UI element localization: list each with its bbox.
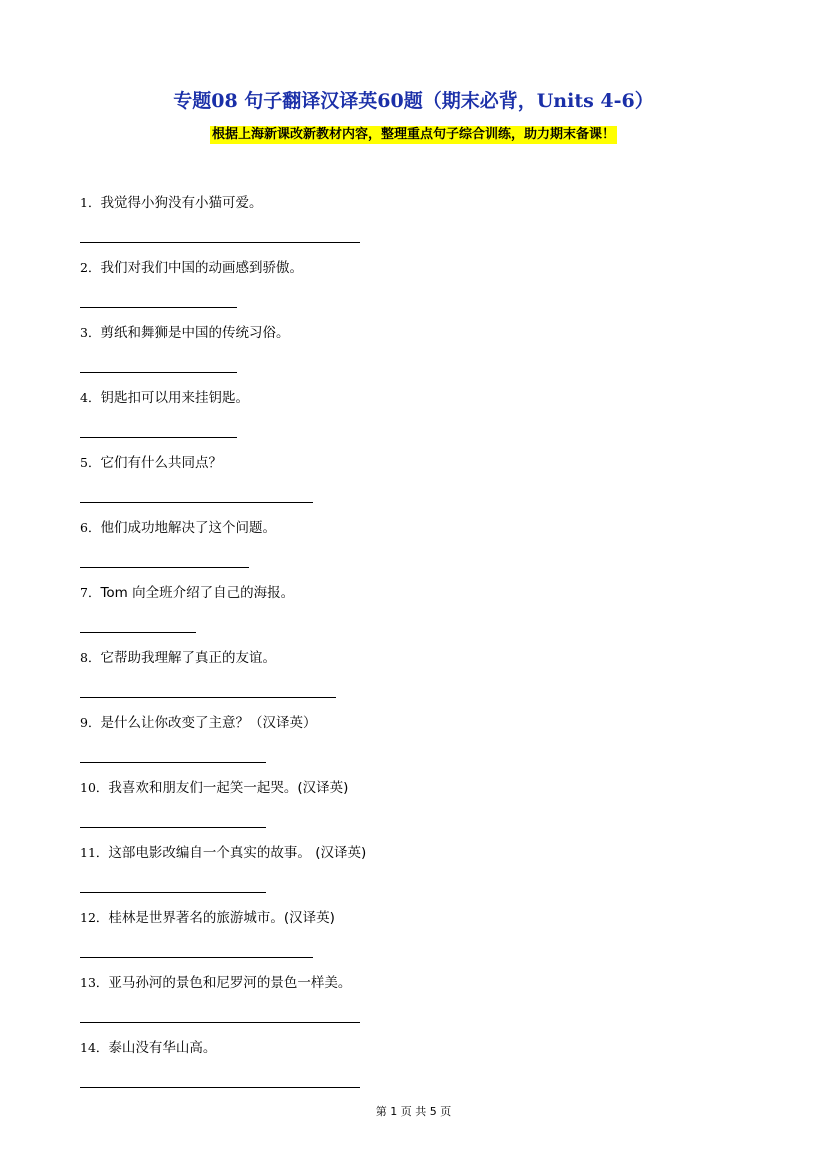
- answer-line-10[interactable]: [80, 827, 266, 828]
- question-9: [80, 714, 316, 732]
- question-text: Tom 向全班介绍了自己的海报。: [100, 585, 295, 601]
- question-12: [80, 909, 335, 927]
- answer-line-7[interactable]: [80, 632, 196, 633]
- question-3: [80, 324, 289, 342]
- question-4: [80, 389, 249, 407]
- question-text: 亚马孙河的景色和尼罗河的景色一样美。: [108, 975, 352, 991]
- question-number: 14．: [80, 1040, 109, 1055]
- question-text: 它帮助我理解了真正的友谊。: [100, 650, 276, 666]
- question-number: 4．: [80, 390, 101, 405]
- question-2: [80, 259, 303, 277]
- question-text: 钥匙扣可以用来挂钥匙。: [100, 390, 249, 406]
- question-14: [80, 1039, 216, 1057]
- question-5: [80, 454, 222, 472]
- question-8: [80, 649, 276, 667]
- answer-line-11[interactable]: [80, 892, 266, 893]
- question-text: 我喜欢和朋友们一起笑一起哭。(汉译英): [108, 780, 349, 796]
- question-number: 11．: [80, 845, 109, 860]
- answer-line-14[interactable]: [80, 1087, 360, 1088]
- answer-line-4[interactable]: [80, 437, 237, 438]
- question-number: 2．: [80, 260, 101, 275]
- answer-line-6[interactable]: [80, 567, 249, 568]
- answer-line-2[interactable]: [80, 307, 237, 308]
- question-number: 13．: [80, 975, 109, 990]
- question-number: 7．: [80, 585, 101, 600]
- answer-line-3[interactable]: [80, 372, 237, 373]
- page-footer: 第 1 页 共 5 页: [375, 1105, 452, 1118]
- question-text: 剪纸和舞狮是中国的传统习俗。: [100, 325, 290, 341]
- question-number: 9．: [80, 715, 101, 730]
- answer-line-9[interactable]: [80, 762, 266, 763]
- question-1: [80, 194, 262, 212]
- answer-line-8[interactable]: [80, 697, 336, 698]
- page-title: 专题08 句子翻译汉译英60题（期末必背，Units 4-6）: [173, 90, 654, 112]
- question-text: 它们有什么共同点？: [100, 455, 222, 471]
- question-7: [80, 584, 294, 602]
- question-text: 我觉得小狗没有小猫可爱。: [100, 195, 263, 211]
- question-number: 8．: [80, 650, 101, 665]
- question-number: 10．: [80, 780, 109, 795]
- question-number: 6．: [80, 520, 101, 535]
- question-text: 我们对我们中国的动画感到骄傲。: [100, 260, 303, 276]
- subtitle-highlight: 根据上海新课改新教材内容，整理重点句子综合训练，助力期末备课！: [211, 127, 615, 142]
- answer-line-13[interactable]: [80, 1022, 360, 1023]
- question-6: [80, 519, 276, 537]
- question-text: 他们成功地解决了这个问题。: [100, 520, 276, 536]
- question-number: 12．: [80, 910, 109, 925]
- question-number: 5．: [80, 455, 101, 470]
- answer-line-12[interactable]: [80, 957, 313, 958]
- answer-line-5[interactable]: [80, 502, 313, 503]
- question-13: [80, 974, 351, 992]
- answer-line-1[interactable]: [80, 242, 360, 243]
- question-10: [80, 779, 348, 797]
- question-text: 泰山没有华山高。: [108, 1040, 217, 1056]
- question-text: 这部电影改编自一个真实的故事。 (汉译英): [108, 845, 367, 861]
- subtitle-row: [0, 123, 827, 144]
- question-11: [80, 844, 366, 862]
- question-number: 1．: [80, 195, 101, 210]
- question-number: 3．: [80, 325, 101, 340]
- question-text: 是什么让你改变了主意？（汉译英）: [100, 715, 317, 731]
- question-text: 桂林是世界著名的旅游城市。(汉译英): [108, 910, 335, 926]
